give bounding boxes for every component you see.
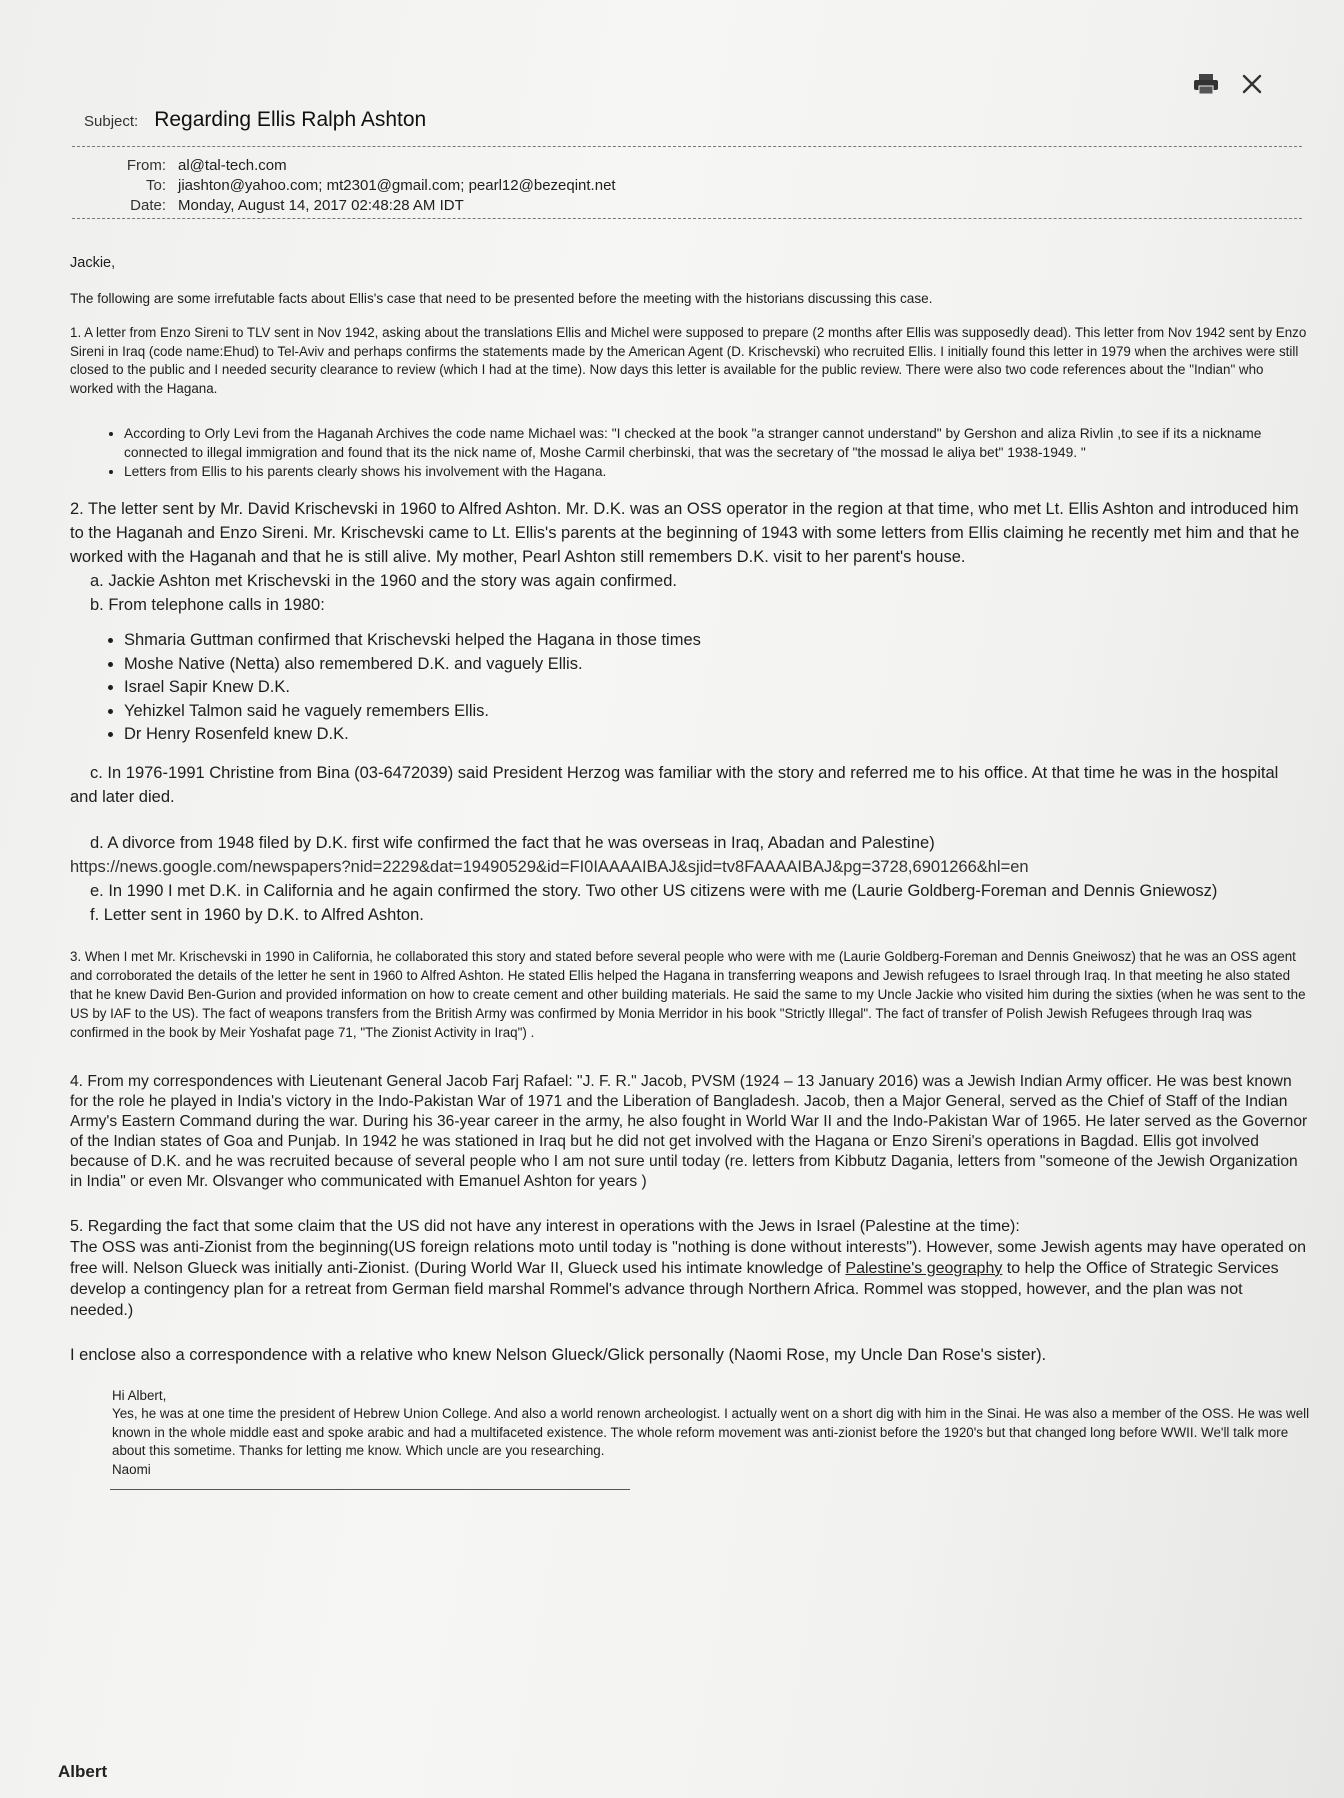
printer-icon[interactable] (1192, 70, 1220, 98)
point-1-bullets (70, 424, 1310, 481)
point-5 (70, 1237, 1310, 1321)
subject-text: Regarding Ellis Ralph Ashton (154, 108, 427, 131)
subject-label: Subject: (84, 113, 139, 130)
point-2c: c. In 1976-1991 Christine from Bina (03-6472039) said President Herzog was familiar with the story and referred me to his office. At that time he was in the hospital and later died. (70, 763, 1279, 806)
from-label: From: (126, 157, 166, 174)
intro-paragraph: The following are some irrefutable facts about Ellis's case that need to be presented before the meeting with the historians discussing this case. (70, 291, 933, 306)
point-2e: e. In 1990 I met D.K. in California and he again confirmed the story. Two other US citizens were with me (Laurie Goldberg-Foreman and Dennis Gniewosz) (90, 881, 1218, 900)
quoted-reply (112, 1387, 1310, 1480)
quote-greeting: Hi Albert, (112, 1387, 167, 1403)
list-item: • According to Orly Levi from the Haganah Archives the code name Michael was: "I checked at the book "a stranger cannot understand" by Gershon and aliza Rivlin ,to see if its a nickname connected to illegal immigration and found that its the nick name of, Moshe Carmil cherbinski, that was the secretary of "the mossad le aliya bet" 1938-1949. " (124, 424, 1310, 462)
point-2d: d. A divorce from 1948 filed by D.K. first wife confirmed the fact that he was overseas in Iraq, Abadan and Palestine) (90, 833, 935, 852)
point-5-text-b: to help the Office of Strategic Services develop a contingency plan for a retreat from German field marshal Rommel's advance through Northern Africa. Rommel was stopped, however, and the plan was not needed.) (70, 1259, 1279, 1319)
point-3: 3. When I met Mr. Krischevski in 1990 in California, he collaborated this story and stated before several people who were with me (Laurie Goldberg-Foreman and Dennis Gneiwosz) that he was an OSS agent and corroborated the details of the letter he sent in 1960 to Alfred Ashton. He stated Ellis helped the Hagana in transferring weapons and Jewish refugees to Israel through Iraq. In that meeting he also stated that he knew David Ben-Gurion and provided information on how to create cement and other building materials. He said the same to my Uncle Jackie who visited him during the sixties (when he was sent to the US by IAF to the US). The fact of weapons transfers from the British Army was confirmed by Monia Merridor in his book "Strictly Illegal". The fact of transfer of Polish Jewish Refugees through Iraq was confirmed in the book by Meir Yoshafat page 71, "The Zionist Activity in Iraq") . (70, 948, 1306, 1040)
point-5-lead: 5. Regarding the fact that some claim that the US did not have any interest in operations with the Jews in Israel (Palestine at the time): (70, 1217, 1020, 1235)
quote-divider (110, 1489, 630, 1490)
point-2b: b. From telephone calls in 1980: (90, 596, 325, 614)
point-4: 4. From my correspondences with Lieutenant General Jacob Farj Rafael: "J. F. R." Jacob, PVSM (1924 – 13 January 2016) was a Jewish Indian Army officer. He was best known for the role he played in India's victory in the Indo-Pakistan War of 1971 and the Liberation of Bangladesh. Jacob, then a Major General, served as the Chief of Staff of the Indian Army's Eastern Command during the war. During his 36-year career in the army, he also fought in World War II and the Indo-Pakistan War of 1965. He later served as the Governor of the Indian states of Goa and Punjab. In 1942 he was stationed in Iraq but he did not get involved with the Hagana or Enzo Sireni's operations in Bagdad. Ellis got involved because of D.K. and he was recruited because of several people who I am not sure until today (re. letters from Kibbutz Dagania, letters from "someone of the Jewish Organization in India" or even Mr. Olsvanger who communicated with Emanuel Ashton for years ) (70, 1072, 1308, 1190)
list-item: • Letters from Ellis to his parents clearly shows his involvement with the Hagana. (124, 462, 1310, 481)
list-item: • Shmaria Guttman confirmed that Krischevski helped the Hagana in those times (124, 629, 1310, 653)
header-divider (72, 146, 1302, 147)
point-5-text-a: The OSS was anti-Zionist from the beginning(US foreign relations moto until today is "nothing is done without interests"). However, some Jewish agents may have operated on free will. Nelson Glueck was initially anti-Zionist. (During World War II, Glueck used his intimate knowledge of (70, 1238, 1306, 1277)
to-row (72, 177, 1302, 194)
email-body (70, 254, 1310, 1490)
point-1: 1. A letter from Enzo Sireni to TLV sent in Nov 1942, asking about the translations Ellis and Michel were supposed to prepare (2 months after Ellis was supposedly dead). This letter from Nov 1942 sent by Enzo Sireni in Iraq (code name:Ehud) to Tel-Aviv and perhaps confirms the statements made by the American Agent (D. Krischevski) who recruited Ellis. I initially found this letter in 1979 when the archives were still closed to the public and I needed security clearance to review (which I had at the time). Now days this letter is available for the public review. There were also two code references about the "Indian" who worked with the Hagana. (70, 325, 1307, 396)
date-value: Monday, August 14, 2017 02:48:28 AM IDT (178, 197, 464, 214)
newspaper-url[interactable]: https://news.google.com/newspapers?nid=2229&dat=19490529&id=FI0IAAAAIBAJ&sjid=tv8FAAAAIBAJ&pg=3728,6901266&hl=en (70, 857, 1029, 876)
geography-link[interactable]: Palestine's geography (845, 1259, 1003, 1277)
from-row (72, 157, 1302, 174)
point-2a: a. Jackie Ashton met Krischevski in the 1960 and the story was again confirmed. (90, 572, 677, 590)
email-header (72, 108, 1302, 229)
subject-row (84, 108, 1302, 132)
list-item: • Moshe Native (Netta) also remembered D.K. and vaguely Ellis. (124, 653, 1310, 677)
signature: Albert (58, 1762, 108, 1781)
close-icon[interactable] (1238, 70, 1266, 98)
toolbar (1192, 70, 1266, 98)
to-label: To: (145, 177, 166, 194)
quote-signature: Naomi (112, 1461, 151, 1477)
quote-body: Yes, he was at one time the president of Hebrew Union College. And also a world renown archeologist. I actually went on a short dig with him in the Sinai. He was also a member of the OSS. He was well known in the whole middle east and spoke arabic and had a multifaceted existence. The whole reform movement was anti-zionist before the 1920's but that changed long before WWII. We'll talk more about this sometime. Thanks for letting me know. Which uncle are you researching. (112, 1406, 1310, 1458)
date-label: Date: (130, 197, 166, 214)
enclose-paragraph: I enclose also a correspondence with a relative who knew Nelson Glueck/Glick personally (Naomi Rose, my Uncle Dan Rose's sister). (70, 1345, 1047, 1364)
list-item: • Dr Henry Rosenfeld knew D.K. (124, 723, 1310, 747)
from-value: al@tal-tech.com (178, 157, 287, 174)
point-2b-bullets (70, 629, 1310, 747)
point-2f: f. Letter sent in 1960 by D.K. to Alfred Ashton. (90, 905, 424, 924)
list-item: • Israel Sapir Knew D.K. (124, 676, 1310, 700)
greeting: Jackie, (70, 255, 116, 271)
list-item: • Yehizkel Talmon said he vaguely remembers Ellis. (124, 700, 1310, 724)
to-value: jiashton@yahoo.com; mt2301@gmail.com; pearl12@bezeqint.net (178, 177, 616, 194)
date-row (72, 197, 1302, 214)
point-2: 2. The letter sent by Mr. David Krischevski in 1960 to Alfred Ashton. Mr. D.K. was an OSS operator in the region at that time, who met Lt. Ellis Ashton and introduced him to the Haganah and Enzo Sireni. Mr. Krischevski came to Lt. Ellis's parents at the beginning of 1943 with some letters from Ellis claiming he recently met him and that he worked with the Haganah and that he is still alive. My mother, Pearl Ashton still remembers D.K. visit to her parent's house. (70, 500, 1300, 566)
header-divider-bottom (72, 218, 1302, 219)
